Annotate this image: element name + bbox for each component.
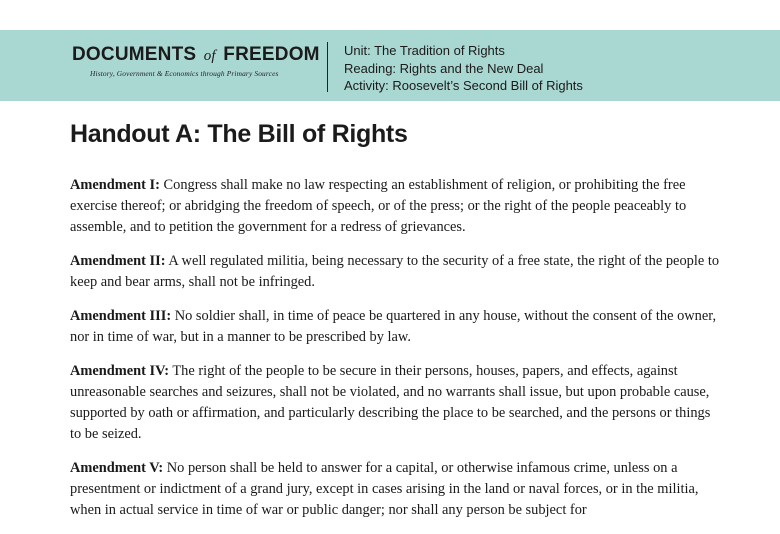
amendment-3 — [70, 306, 720, 348]
page-title: Handout A: The Bill of Rights — [70, 120, 408, 148]
header-divider — [327, 42, 328, 92]
amendment-text: Congress shall make no law respecting an establishment of religion, or prohibiting the free exercise thereof; or abridging the freedom of speech, or of the press; or the right of the people peaceably to assemble, and to petition the government for a redress of grievances. — [70, 177, 687, 235]
amendment-text: A well regulated militia, being necessary to the security of a free state, the right of the people to keep and bear arms, shall not be infringed. — [70, 253, 720, 290]
amendment-text: No person shall be held to answer for a capital, or otherwise infamous crime, unless on a presentment or indictment of a grand jury, except in cases arising in the land or naval forces, or in the militia, when in actual service in time of war or public danger; nor shall any person be subject for — [70, 460, 699, 518]
brand-logo — [72, 44, 318, 78]
reading-line: Reading: Rights and the New Deal — [344, 60, 544, 76]
amendment-label: Amendment IV: — [70, 363, 170, 379]
amendment-1 — [70, 175, 720, 238]
amendment-label: Amendment II: — [70, 253, 166, 269]
amendment-text: The right of the people to be secure in their persons, houses, papers, and effects, against unreasonable searches and seizures, shall not be violated, and no warrants shall issue, but upon probable cause, supported by oath or affirmation, and particularly describing the place to be searched, and the persons or things to be seized. — [70, 363, 711, 442]
amendment-label: Amendment III: — [70, 308, 172, 324]
brand-title-freedom: FREEDOM — [223, 44, 320, 65]
amendment-4 — [70, 361, 720, 445]
amendment-label: Amendment I: — [70, 177, 160, 193]
unit-info — [344, 42, 583, 95]
amendment-text: No soldier shall, in time of peace be quartered in any house, without the consent of the owner, nor in time of war, but in a manner to be prescribed by law. — [70, 308, 717, 345]
amendment-label: Amendment V: — [70, 460, 164, 476]
activity-line: Activity: Roosevelt’s Second Bill of Rights — [344, 78, 583, 93]
unit-line: Unit: The Tradition of Rights — [344, 43, 505, 58]
amendments-list — [70, 175, 720, 534]
brand-title — [72, 44, 318, 67]
amendment-2 — [70, 251, 720, 293]
brand-subtitle: History, Government & Economics through Primary Sources — [90, 69, 279, 78]
brand-title-documents: DOCUMENTS — [72, 44, 197, 65]
amendment-5 — [70, 458, 720, 521]
brand-title-of: of — [203, 48, 216, 64]
